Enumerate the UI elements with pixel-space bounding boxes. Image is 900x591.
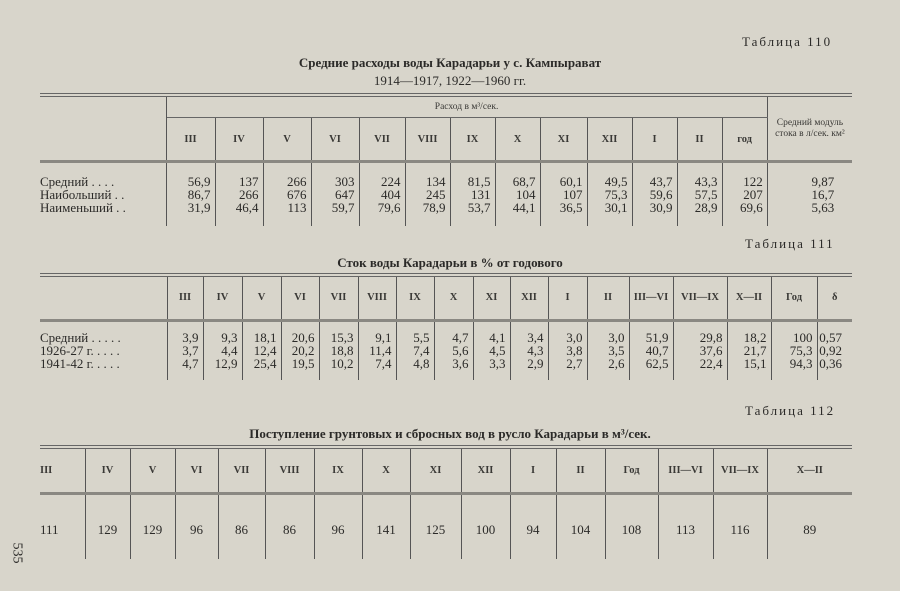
- cell-value: 122: [743, 173, 763, 189]
- column-header: V: [130, 447, 175, 493]
- column-header: VIII: [405, 118, 450, 162]
- cell-value: 43,3: [694, 173, 718, 189]
- cell-value: 20,2: [291, 343, 315, 359]
- column-header: X: [434, 275, 473, 320]
- table-111-title: Сток воды Карадарьи в % от годового: [337, 255, 563, 270]
- table-cell: [434, 320, 473, 380]
- cell-value: 12,4: [253, 343, 277, 359]
- table-111-label: Таблица 111: [745, 236, 835, 251]
- table-cell: [632, 162, 677, 226]
- table-cell: 125: [410, 493, 461, 559]
- cell-value: 9,87: [811, 173, 835, 189]
- cell-value: 12,9: [214, 356, 238, 372]
- row-label: Средний . . . .: [40, 173, 115, 189]
- cell-value: 59,7: [331, 199, 355, 215]
- table-cell: [722, 162, 767, 226]
- cell-value: 3,7: [182, 343, 199, 359]
- column-header: III: [167, 275, 203, 320]
- table-cell: 108: [605, 493, 658, 559]
- column-header: VII: [319, 275, 358, 320]
- column-header: δ: [817, 275, 852, 320]
- cell-value: 44,1: [512, 199, 536, 215]
- table-cell: 86: [265, 493, 314, 559]
- column-header: III: [40, 447, 85, 493]
- table-cell: [396, 320, 434, 380]
- table-cell: 141: [362, 493, 410, 559]
- cell-value: 15,1: [743, 356, 767, 372]
- column-header: XI: [410, 447, 461, 493]
- cell-value: 9,1: [375, 330, 392, 346]
- cell-value: 107: [563, 186, 583, 202]
- cell-value: 3,9: [182, 330, 199, 346]
- table-cell: [767, 162, 852, 226]
- table-cell: 129: [85, 493, 130, 559]
- cell-value: 21,7: [743, 343, 767, 359]
- cell-value: 134: [426, 173, 446, 189]
- table-cell: [311, 162, 359, 226]
- table-cell: 89: [767, 493, 852, 559]
- cell-value: 7,4: [413, 343, 430, 359]
- column-header: III—VI: [629, 275, 673, 320]
- cell-value: 57,5: [694, 186, 718, 202]
- cell-value: 43,7: [649, 173, 673, 189]
- cell-value: 7,4: [375, 356, 392, 372]
- table-111-grid: [40, 273, 852, 380]
- table-cell: 116: [713, 493, 767, 559]
- column-header: X—II: [767, 447, 852, 493]
- column-header: VII: [218, 447, 265, 493]
- cell-value: 78,9: [422, 199, 446, 215]
- cell-value: 56,9: [187, 173, 211, 189]
- column-header: X—II: [727, 275, 771, 320]
- table-cell: [587, 162, 632, 226]
- table-cell: 86: [218, 493, 265, 559]
- table-cell: [673, 320, 727, 380]
- table-cell: [450, 162, 495, 226]
- cell-value: 18,8: [330, 343, 354, 359]
- table-cell: [495, 162, 540, 226]
- column-header: IV: [85, 447, 130, 493]
- cell-value: 18,1: [253, 330, 277, 346]
- column-header: IX: [314, 447, 362, 493]
- cell-value: 2,9: [527, 356, 544, 372]
- table-cell: [405, 162, 450, 226]
- table-cell: [677, 162, 722, 226]
- cell-value: 9,3: [221, 330, 238, 346]
- table-cell: 100: [461, 493, 510, 559]
- cell-value: 4,7: [452, 330, 469, 346]
- column-header: XII: [587, 118, 632, 162]
- cell-value: 5,63: [811, 199, 835, 215]
- table-cell: [587, 320, 629, 380]
- table-cell: [629, 320, 673, 380]
- cell-value: 22,4: [699, 356, 723, 372]
- column-header: V: [242, 275, 281, 320]
- cell-value: 4,4: [221, 343, 238, 359]
- cell-value: 69,6: [739, 199, 763, 215]
- table-cell: [281, 320, 319, 380]
- cell-value: 25,4: [253, 356, 277, 372]
- column-header: VII—IX: [713, 447, 767, 493]
- table-cell: [540, 162, 587, 226]
- table-cell: [215, 162, 263, 226]
- cell-value: 2,7: [566, 356, 583, 372]
- cell-value: 137: [239, 173, 259, 189]
- cell-value: 224: [381, 173, 401, 189]
- cell-value: 131: [471, 186, 491, 202]
- column-header: IV: [203, 275, 242, 320]
- row-label: Наибольший . .: [40, 186, 125, 202]
- column-header: IV: [215, 118, 263, 162]
- column-header: XI: [473, 275, 510, 320]
- table-cell: [510, 320, 548, 380]
- table-cell: [817, 320, 852, 380]
- cell-value: 20,6: [291, 330, 315, 346]
- table-cell: 96: [175, 493, 218, 559]
- column-header: I: [510, 447, 556, 493]
- cell-value: 104: [516, 186, 536, 202]
- cell-value: 266: [287, 173, 307, 189]
- row-label: 1941-42 г. . . . .: [40, 356, 120, 372]
- table-cell: [771, 320, 817, 380]
- cell-value: 0,92: [819, 343, 842, 359]
- cell-value: 46,4: [235, 199, 259, 215]
- table-cell: 111: [40, 493, 85, 559]
- cell-value: 15,3: [330, 330, 354, 346]
- page-number: 535: [9, 542, 25, 564]
- cell-value: 37,6: [699, 343, 723, 359]
- cell-value: 75,3: [789, 343, 813, 359]
- table-cell: [727, 320, 771, 380]
- cell-value: 3,3: [489, 356, 506, 372]
- cell-value: 10,2: [330, 356, 354, 372]
- table-112-title: Поступление грунтовых и сбросных вод в русло Карадарьи в м³/сек.: [249, 426, 651, 441]
- column-header: VI: [281, 275, 319, 320]
- table-cell: [203, 320, 242, 380]
- cell-value: 0,57: [819, 330, 842, 346]
- table-112-grid: [40, 445, 852, 559]
- column-header: XI: [540, 118, 587, 162]
- cell-value: 29,8: [699, 330, 723, 346]
- cell-value: 266: [239, 186, 259, 202]
- group-header: Расход в м³/сек.: [166, 95, 767, 118]
- column-header: I: [632, 118, 677, 162]
- cell-value: 81,5: [467, 173, 491, 189]
- table-cell: [358, 320, 396, 380]
- cell-value: 62,5: [645, 356, 669, 372]
- cell-value: 3,5: [608, 343, 625, 359]
- cell-value: 75,3: [604, 186, 628, 202]
- cell-value: 40,7: [645, 343, 669, 359]
- table-cell: 94: [510, 493, 556, 559]
- cell-value: 4,1: [489, 330, 506, 346]
- cell-value: 11,4: [369, 343, 392, 359]
- column-header: год: [722, 118, 767, 162]
- cell-value: 60,1: [559, 173, 583, 189]
- cell-value: 4,3: [527, 343, 544, 359]
- column-header: Год: [771, 275, 817, 320]
- cell-value: 68,7: [512, 173, 536, 189]
- table-110-title: Средние расходы воды Карадарьи у с. Кампырават: [298, 55, 602, 70]
- cell-value: 30,1: [604, 199, 628, 215]
- cell-value: 53,7: [467, 199, 491, 215]
- cell-value: 59,6: [649, 186, 673, 202]
- cell-value: 4,8: [413, 356, 430, 372]
- cell-value: 113: [287, 199, 307, 215]
- cell-value: 5,6: [452, 343, 469, 359]
- cell-value: 4,7: [182, 356, 199, 372]
- cell-value: 3,6: [452, 356, 469, 372]
- column-header: III—VI: [658, 447, 713, 493]
- column-header: I: [548, 275, 587, 320]
- table-cell: [167, 320, 203, 380]
- column-header: XII: [510, 275, 548, 320]
- cell-value: 94,3: [789, 356, 813, 372]
- table-cell: [473, 320, 510, 380]
- cell-value: 207: [743, 186, 763, 202]
- cell-value: 0,36: [819, 356, 842, 372]
- column-header: VII: [359, 118, 405, 162]
- column-header: X: [495, 118, 540, 162]
- column-header: Год: [605, 447, 658, 493]
- cell-value: 49,5: [604, 173, 628, 189]
- column-header: XII: [461, 447, 510, 493]
- table-cell: 96: [314, 493, 362, 559]
- row-label: 1926-27 г. . . . .: [40, 343, 120, 359]
- cell-value: 19,5: [291, 356, 315, 372]
- column-header: V: [263, 118, 311, 162]
- table-110-label: Таблица 110: [742, 34, 833, 49]
- cell-value: 79,6: [377, 199, 401, 215]
- cell-value: 100: [793, 330, 813, 346]
- table-110-grid: [40, 93, 852, 226]
- column-header: IX: [450, 118, 495, 162]
- column-header: VII—IX: [673, 275, 727, 320]
- cell-value: 647: [335, 186, 355, 202]
- table-cell: 104: [556, 493, 605, 559]
- column-header: II: [677, 118, 722, 162]
- cell-value: 303: [335, 173, 355, 189]
- column-header: VI: [175, 447, 218, 493]
- table-cell: 113: [658, 493, 713, 559]
- cell-value: 31,9: [187, 199, 211, 215]
- column-header: II: [587, 275, 629, 320]
- table-112-label: Таблица 112: [745, 403, 836, 418]
- cell-value: 2,6: [608, 356, 625, 372]
- cell-value: 245: [426, 186, 446, 202]
- cell-value: 18,2: [743, 330, 767, 346]
- table-cell: [166, 162, 215, 226]
- cell-value: 3,0: [608, 330, 625, 346]
- column-header: VIII: [265, 447, 314, 493]
- cell-value: 36,5: [559, 199, 583, 215]
- cell-value: 3,4: [527, 330, 544, 346]
- cell-value: 5,5: [413, 330, 430, 346]
- column-header: X: [362, 447, 410, 493]
- cell-value: 3,8: [566, 343, 583, 359]
- column-header: IX: [396, 275, 434, 320]
- cell-value: 676: [287, 186, 307, 202]
- cell-value: 404: [381, 186, 401, 202]
- column-header: VIII: [358, 275, 396, 320]
- table-cell: [319, 320, 358, 380]
- table-110-subtitle: 1914—1917, 1922—1960 гг.: [373, 73, 527, 88]
- cell-value: 4,5: [489, 343, 506, 359]
- table-cell: [242, 320, 281, 380]
- column-header: III: [166, 118, 215, 162]
- column-header-modulus: Средний модуль стока в л/сек. км²: [767, 95, 852, 162]
- row-label: Средний . . . . .: [40, 330, 121, 346]
- cell-value: 28,9: [694, 199, 718, 215]
- cell-value: 3,0: [566, 330, 583, 346]
- cell-value: 51,9: [645, 330, 669, 346]
- table-cell: 129: [130, 493, 175, 559]
- cell-value: 30,9: [649, 199, 673, 215]
- column-header: VI: [311, 118, 359, 162]
- table-cell: [359, 162, 405, 226]
- cell-value: 86,7: [187, 186, 211, 202]
- column-header: II: [556, 447, 605, 493]
- table-cell: [548, 320, 587, 380]
- row-label: Наименьший . .: [40, 199, 126, 215]
- cell-value: 16,7: [811, 186, 835, 202]
- table-cell: [263, 162, 311, 226]
